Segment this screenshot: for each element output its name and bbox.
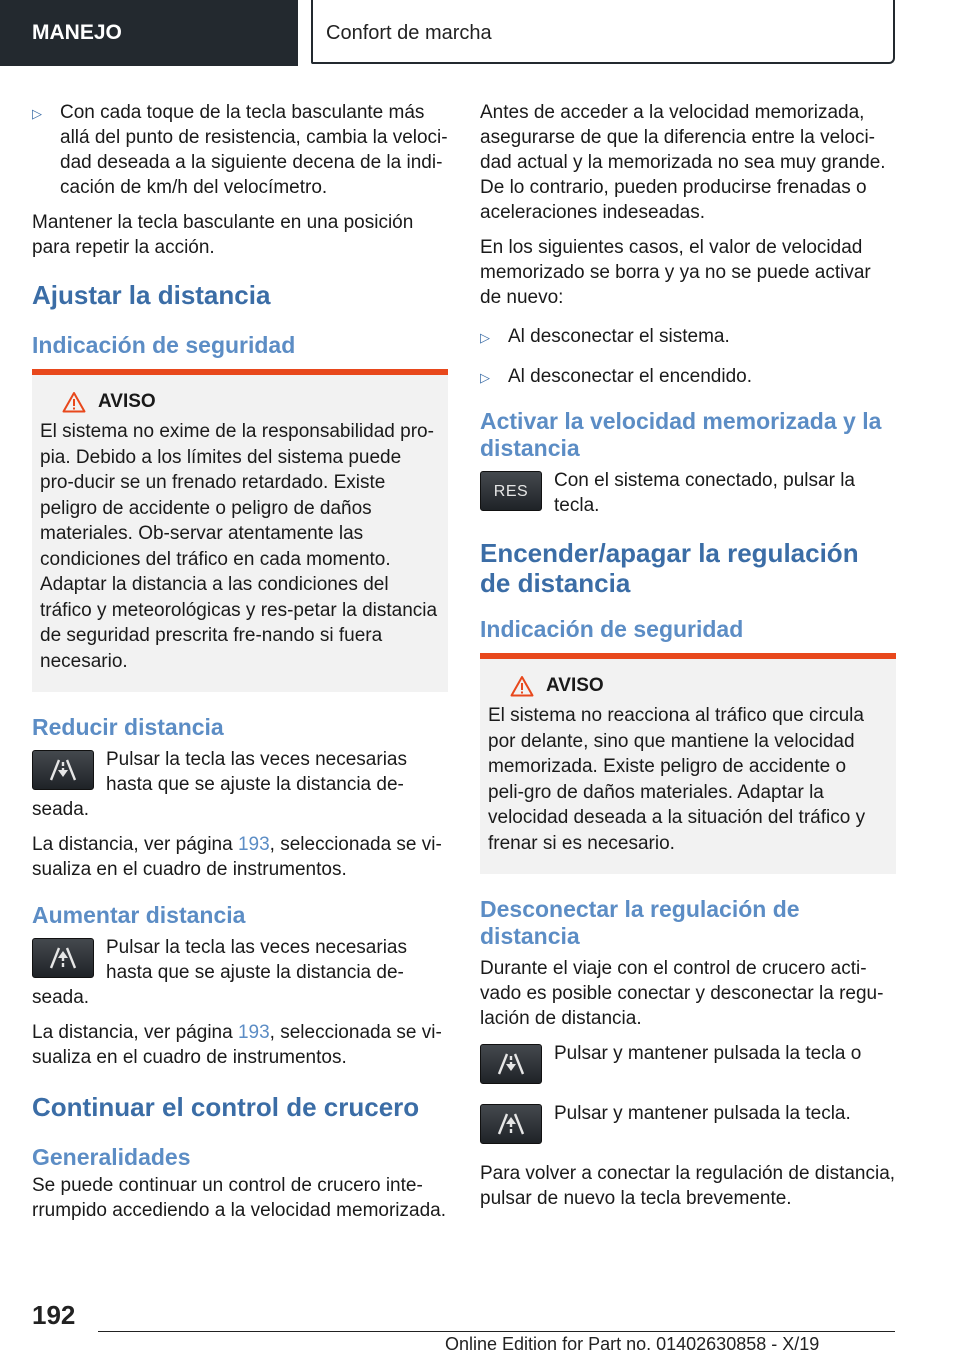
list-item: ▷ Al desconectar el encendido. <box>480 364 896 390</box>
list-item: ▷ Al desconectar el sistema. <box>480 324 896 350</box>
paragraph: Durante el viaje con el control de crucero acti‐vado es posible conectar y desconectar la regu‐lación de distancia. <box>480 958 884 1029</box>
warning-title: AVISO <box>98 391 156 412</box>
key-instruction: Pulsar y mantener pulsada la tecla o <box>480 1041 896 1091</box>
key-instruction: Pulsar la tecla las veces necesarias hasta que se ajuste la distancia de‐seada. <box>32 937 407 1008</box>
paragraph: Se puede continuar un control de crucero inte‐rrumpido accediendo a la velocidad memorizada. <box>32 1175 447 1221</box>
warning-box <box>480 653 896 874</box>
warning-text: El sistema no reacciona al tráfico que circula por delante, sino que mantiene la velocidad memorizada. Existe peligro de accidente o peli‐gro de daños materiales. Adaptar la velocidad deseada a la situación del tráfico y frenar si es necesario. <box>488 705 866 854</box>
key-instruction: Pulsar la tecla las veces necesarias hasta que se ajuste la distancia de‐seada. <box>32 749 407 820</box>
subsection-heading: Indicación de seguridad <box>32 332 296 358</box>
list-item: ▷ Con cada toque de la tecla basculante más allá del punto de resistencia, cambia la veloci‐dad deseada a la siguiente decena de la indi‐cación de km/h del velocímetro. <box>32 102 448 198</box>
warning-triangle-icon <box>510 675 534 697</box>
page-number: 192 <box>32 1300 76 1330</box>
paragraph: Mantener la tecla basculante en una posición para repetir la acción. <box>32 212 414 258</box>
subsection-heading: Reducir distancia <box>32 714 224 740</box>
warning-title: AVISO <box>546 675 604 696</box>
footer-divider <box>98 1331 895 1332</box>
subsection-heading: Desconectar la regulación de distancia <box>480 896 800 949</box>
key-instruction: Pulsar y mantener pulsada la tecla. <box>480 1101 896 1151</box>
key-instruction: RES Con el sistema conectado, pulsar la tecla. <box>480 468 896 518</box>
distance-key-icon <box>480 1104 542 1144</box>
subsection-heading: Indicación de seguridad <box>480 616 744 642</box>
footer-edition: Online Edition for Part no. 01402630858 - X/19 <box>445 1334 820 1354</box>
warning-box <box>32 369 448 692</box>
right-column <box>480 100 896 1221</box>
triangle-right-icon: ▷ <box>32 106 42 121</box>
section-heading: Encender/apagar la regulación de distancia <box>480 538 859 598</box>
section-tab: MANEJO <box>0 0 298 66</box>
distance-key-icon <box>480 1044 542 1084</box>
subsection-heading: Aumentar distancia <box>32 902 246 928</box>
section-heading: Continuar el control de crucero <box>32 1092 420 1122</box>
res-key-icon: RES <box>480 471 542 511</box>
paragraph: Antes de acceder a la velocidad memorizada, asegurarse de que la diferencia entre la veloci‐dad actual y la memorizada no sea muy grande. De lo contrario, pueden producirse frenadas o aceleraciones indeseadas. <box>480 102 886 223</box>
triangle-right-icon: ▷ <box>480 330 490 345</box>
warning-text: El sistema no exime de la responsabilidad pro‐pia. Debido a los límites del sistema puede pro‐ducir se un frenado retardado. Existe peligro de accidente o peligro de daños materiales. Ob‐servar atentamente las condiciones del tráfico en cada momento. Adaptar la distancia a las condiciones del tráfico y meteorológicas y res‐petar la distancia de seguridad prescrita fre‐nando si fuera necesario. <box>40 421 438 672</box>
left-column <box>32 100 448 1233</box>
subsection-heading: Activar la velocidad memorizada y la distancia <box>480 408 882 461</box>
distance-key-icon <box>32 750 94 790</box>
page-reference: La distancia, ver página 193, seleccionada se vi‐sualiza en el cuadro de instrumentos. <box>32 1022 442 1068</box>
warning-triangle-icon <box>62 391 86 413</box>
chapter-title: Confort de marcha <box>311 0 895 64</box>
distance-key-icon <box>32 938 94 978</box>
subsection-heading: Generalidades <box>32 1144 191 1170</box>
page-link[interactable]: 193 <box>237 1022 270 1043</box>
paragraph: Para volver a conectar la regulación de distancia, pulsar de nuevo la tecla brevemente. <box>480 1163 896 1209</box>
section-heading: Ajustar la distancia <box>32 280 271 310</box>
triangle-right-icon: ▷ <box>480 370 490 385</box>
page-link[interactable]: 193 <box>237 834 270 855</box>
page-reference: La distancia, ver página 193, seleccionada se vi‐sualiza en el cuadro de instrumentos. <box>32 834 442 880</box>
paragraph: En los siguientes casos, el valor de velocidad memorizado se borra y ya no se puede activar de nuevo: <box>480 237 871 308</box>
